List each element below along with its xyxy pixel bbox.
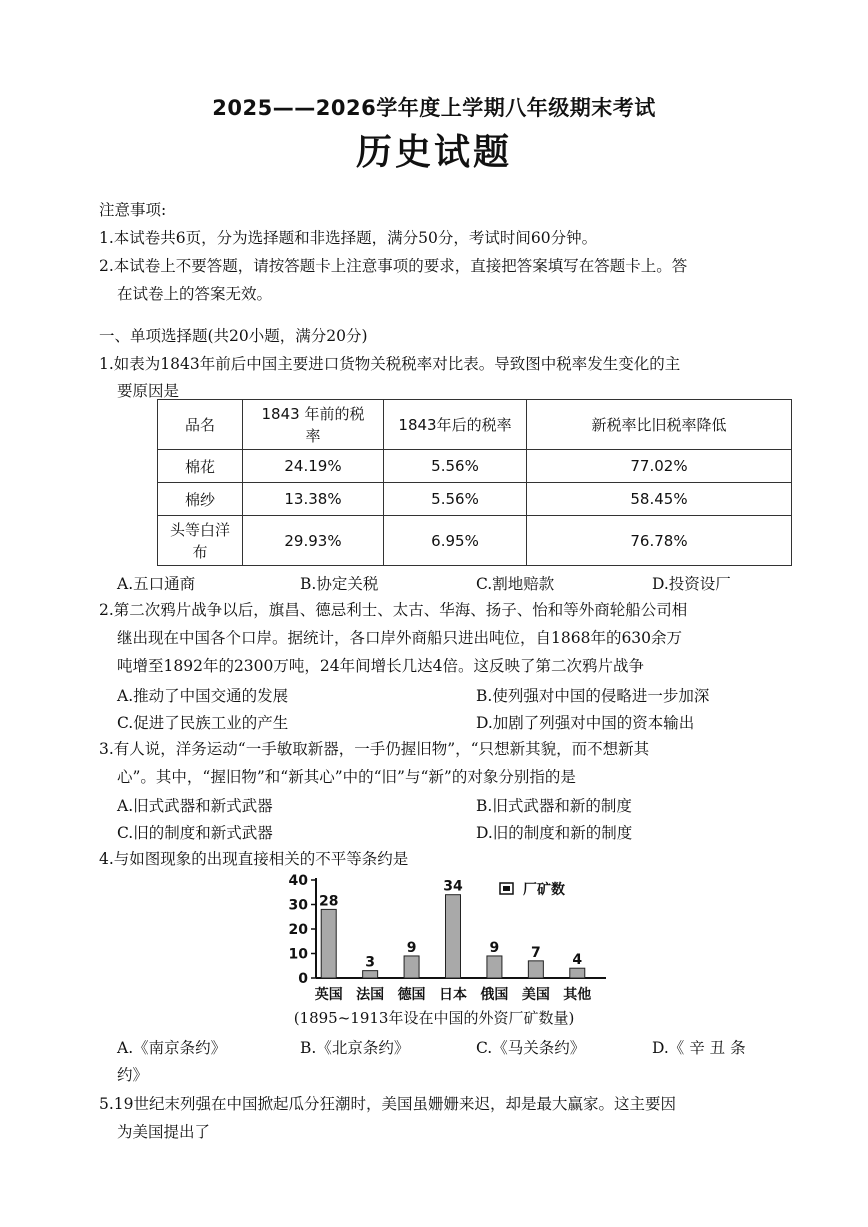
q5-stem-line-2: 为美国提出了 (117, 1123, 211, 1141)
q3-option-d: D.旧的制度和新的制度 (476, 824, 633, 842)
table-header-after: 1843年后的税率 (384, 400, 527, 450)
q2-option-b: B.使列强对中国的侵略进一步加深 (476, 687, 710, 705)
y-tick-label: 40 (288, 873, 308, 889)
q3-option-a: A.旧式武器和新式武器 (117, 797, 273, 815)
y-tick-label: 30 (288, 897, 308, 914)
table-row (158, 516, 792, 566)
bar-value-label: 34 (443, 878, 463, 895)
q4-option-b: B.《北京条约》 (300, 1039, 410, 1057)
chart-caption: (1895~1913年设在中国的外资厂矿数量) (293, 1009, 575, 1027)
table-cell-after: 6.95% (384, 516, 527, 566)
table-cell-after: 5.56% (384, 483, 527, 516)
y-tick-label: 10 (288, 946, 308, 963)
table-cell-name: 棉花 (158, 450, 243, 483)
y-tick-label: 20 (288, 922, 308, 938)
table-header-before (243, 400, 384, 450)
bar-value-label: 9 (406, 939, 417, 956)
factory-bar-chart (280, 872, 620, 1007)
table-cell-name-line-2: 布 (192, 542, 208, 561)
q4-option-a: A.《南京条约》 (117, 1039, 227, 1057)
q3-option-b: B.旧式武器和新的制度 (476, 797, 632, 815)
x-category-label: 俄国 (480, 987, 509, 1003)
table-cell-before: 13.38% (243, 483, 384, 516)
q3-stem-line-2: 心”。其中，“握旧物”和“新其心”中的“旧”与“新”的对象分别指的是 (117, 768, 576, 786)
notice-item-2-line-2: 在试卷上的答案无效。 (117, 285, 273, 303)
table-cell-drop: 77.02% (527, 450, 792, 483)
q1-option-d: D.投资设厂 (652, 575, 731, 593)
q5-stem-line-1: 5.19世纪末列强在中国掀起瓜分狂潮时，美国虽姗姗来迟，却是最大赢家。这主要因 (99, 1095, 677, 1113)
table-header-before-line-1: 1843 年前的税 (261, 404, 365, 423)
table-row (158, 450, 792, 483)
table-header-drop: 新税率比旧税率降低 (527, 400, 792, 450)
q3-option-c: C.旧的制度和新式武器 (117, 824, 273, 842)
q4-option-c: C.《马关条约》 (476, 1039, 586, 1057)
tariff-table (157, 399, 792, 566)
bar-value-label: 7 (530, 944, 541, 961)
bar-value-label: 4 (572, 952, 583, 969)
q2-option-d: D.加剧了列强对中国的资本输出 (476, 714, 695, 732)
q2-option-a: A.推动了中国交通的发展 (117, 687, 289, 705)
q1-option-b: B.协定关税 (300, 575, 379, 593)
bar-value-label: 9 (489, 939, 500, 956)
bar-value-label: 28 (318, 893, 339, 910)
table-cell-before: 24.19% (243, 450, 384, 483)
q1-stem-line-1: 1.如表为1843年前后中国主要进口货物关税税率对比表。导致图中税率发生变化的主 (99, 355, 681, 373)
subject-title: 历史试题 (355, 132, 512, 173)
q2-option-c: C.促进了民族工业的产生 (117, 714, 289, 732)
table-cell-name-line-1: 头等白洋 (169, 520, 230, 539)
q1-stem-line-2: 要原因是 (117, 382, 180, 400)
notice-item-2-line-1: 2.本试卷上不要答题，请按答题卡上注意事项的要求，直接把答案填写在答题卡上。答 (99, 257, 688, 275)
table-header-name: 品名 (158, 400, 243, 450)
table-cell-before: 29.93% (243, 516, 384, 566)
y-tick-label: 0 (298, 971, 308, 987)
table-cell-after: 5.56% (384, 450, 527, 483)
bar (487, 956, 502, 978)
x-category-label: 其他 (563, 987, 592, 1003)
bar (363, 971, 378, 978)
x-category-label: 法国 (356, 987, 385, 1003)
table-cell-drop: 76.78% (527, 516, 792, 566)
x-category-label: 英国 (314, 987, 343, 1003)
notice-heading: 注意事项: (99, 201, 167, 219)
x-category-label: 美国 (521, 987, 550, 1003)
q1-option-a: A.五口通商 (117, 575, 196, 593)
legend-label: 厂矿数 (523, 882, 565, 898)
q2-stem-line-1: 2.第二次鸦片战争以后，旗昌、德忌利士、太古、华海、扬子、怡和等外商轮船公司相 (99, 601, 688, 619)
table-header-before-line-2: 率 (305, 426, 321, 445)
bar (570, 968, 585, 978)
exam-title: 2025——2026学年度上学期八年级期末考试 (212, 96, 656, 120)
bar-value-label: 3 (365, 954, 376, 971)
x-category-label: 日本 (439, 987, 467, 1003)
bar (321, 909, 336, 978)
bar (528, 961, 543, 978)
q2-stem-line-3: 吨增至1892年的2300万吨，24年间增长几达4倍。这反映了第二次鸦片战争 (117, 657, 644, 675)
q2-stem-line-2: 继出现在中国各个口岸。据统计，各口岸外商船只进出吨位，自1868年的630余万 (117, 629, 683, 647)
q3-stem-line-1: 3.有人说，洋务运动“一手敏取新器，一手仍握旧物”，“只想新其貌，而不想新其 (99, 740, 650, 758)
table-cell-name: 棉纱 (158, 483, 243, 516)
q4-stem: 4.与如图现象的出现直接相关的不平等条约是 (99, 850, 409, 868)
q4-option-d: D.《 辛 丑 条 (652, 1039, 746, 1057)
bar (446, 895, 461, 978)
table-cell-name (158, 516, 243, 566)
bar (404, 956, 419, 978)
q1-option-c: C.割地赔款 (476, 575, 555, 593)
section-heading: 一、单项选择题(共20小题，满分20分) (99, 327, 368, 345)
q4-option-d-line-2: 约》 (117, 1066, 149, 1084)
table-row (158, 483, 792, 516)
notice-item-1: 1.本试卷共6页，分为选择题和非选择题，满分50分，考试时间60分钟。 (99, 229, 598, 247)
x-category-label: 德国 (397, 987, 426, 1003)
table-cell-drop: 58.45% (527, 483, 792, 516)
legend-swatch-inner (503, 886, 510, 891)
